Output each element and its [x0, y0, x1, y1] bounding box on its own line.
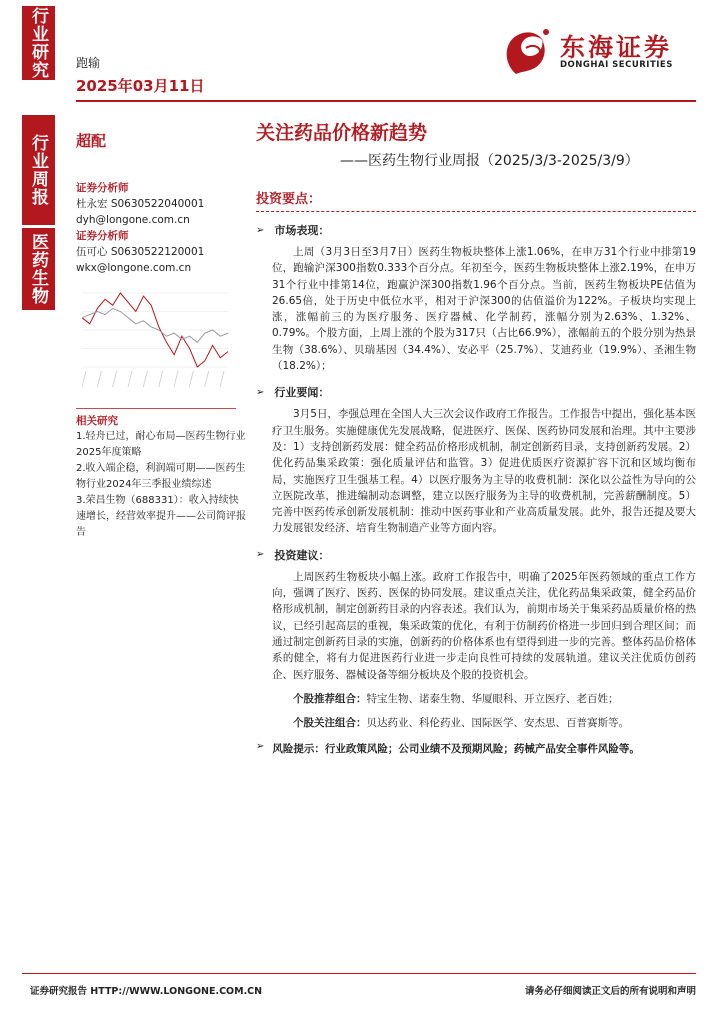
arrow-bullet-icon: ➢: [256, 549, 265, 561]
recommend-portfolio: [256, 691, 696, 707]
market-heading-text: 市场表现：: [274, 224, 330, 237]
chart-x-tick: [159, 371, 163, 387]
industry-rating: 超配: [76, 132, 107, 150]
chart-x-tick: [97, 371, 101, 387]
related-research: [76, 413, 248, 541]
chart-x-tick: [189, 371, 193, 387]
analyst-list: [76, 180, 236, 276]
industry-heading: [256, 384, 696, 400]
chart-x-tick: [174, 371, 178, 387]
analyst-email[interactable]: dyh@longone.com.cn: [76, 214, 190, 226]
advice-heading: [256, 547, 696, 563]
related-item[interactable]: 3.荣昌生物（688331）：收入持续快速增长，经营效率提升——公司简评报告: [76, 495, 246, 538]
advice-heading-text: 投资建议：: [274, 548, 330, 562]
chart-x-tick: [82, 371, 86, 387]
sector-label: 医药生物: [28, 233, 48, 305]
chart-x-tick: [205, 371, 209, 387]
arrow-bullet-icon: ➢: [256, 386, 265, 398]
header-ticker: 跑输: [76, 56, 101, 70]
related-label: 相关研究: [76, 415, 118, 427]
report-type-tag: [22, 6, 55, 80]
risk-warning: [256, 741, 696, 756]
market-heading: [256, 222, 696, 238]
related-item[interactable]: 1.轻舟已过，耐心布局—医药生物行业2025年度策略: [76, 431, 246, 458]
report-date: 2025年03月11日: [76, 77, 205, 95]
analyst-email[interactable]: wkx@longone.com.cn: [76, 262, 192, 274]
logo-text-cn: 东海证券: [560, 33, 673, 62]
sector-tag: [22, 228, 55, 310]
advice-section: [256, 547, 696, 731]
advice-text: 上周医药生物板块小幅上涨。政府工作报告中，明确了2025年医药领域的重点工作方向，强调了医疗、医药、医保的协同发展。建议重点关注，优化药品集采政策，健全药品价格形成机制，制定创新药目录的内容表述。我们认为，前期市场关于集采药品质量价格的热议，已经引起高层的重视，集采政策的优化，有利于仿制药价格进一步回归到合理区间；而通过制定创新药目录的实施，创新药的价格体系也有望得到进一步的完善。整体药品价格体系的健全，将有力促进医药行业进一步走向良性可持续的发展轨道。建议关注优质仿创药企、医疗服务、器械设备等细分板块及个股的投资机会。: [272, 570, 696, 681]
report-subtitle: ——医药生物行业周报（2025/3/3-2025/3/9）: [340, 153, 639, 169]
chart-x-tick: [143, 371, 147, 387]
related-divider: [76, 408, 236, 409]
footer-divider: [22, 973, 696, 974]
market-section: [256, 222, 696, 374]
chart-x-tick: [128, 371, 132, 387]
report-title: 关注药品价格新趋势: [256, 122, 428, 144]
performance-chart: [76, 283, 234, 391]
logo-text-en: DONGHAI SECURITIES: [560, 60, 673, 70]
industry-section: [256, 384, 696, 536]
analyst-name-id: 伍可心 S0630522120001: [76, 246, 205, 258]
industry-heading-text: 行业要闻：: [274, 386, 330, 400]
recommend-list: 特宝生物、诺泰生物、华厦眼科、开立医疗、老百姓；: [366, 692, 619, 705]
footer-disclaimer: 请务必仔细阅读正文后的所有说明和声明: [524, 986, 696, 997]
chart-series-line-1: [82, 308, 228, 342]
main-content: [256, 188, 696, 756]
watch-label: 个股关注组合：: [293, 716, 367, 729]
investment-title: 投资要点：: [256, 188, 696, 212]
header-divider: [76, 100, 696, 102]
chart-x-tick: [220, 371, 224, 387]
watch-list: 贝达药业、科伦药业、国际医学、安杰思、百普赛斯等。: [366, 716, 629, 729]
watch-portfolio: [256, 715, 696, 731]
related-item[interactable]: 2.收入端企稳，利润端可期——医药生物行业2024年三季报业绩综述: [76, 463, 246, 490]
arrow-bullet-icon: ➢: [256, 740, 265, 752]
industry-text: 3月5日，李强总理在全国人大三次会议作政府工作报告。工作报告中提出，强化基本医疗卫生服务。实施健康优先发展战略，促进医疗、医保、医药协同发展和治理。其中主要涉及：1）支持创新药发展：健全药品价格形成机制，制定创新药目录，支持创新药发展。2）优化药品集采政策：强化质量评估和监管。3）促进优质医疗资源扩容下沉和区域均衡布局，实施医疗卫生强基工程。4）以医疗服务为主导的收费机制：深化以公益性为导向的公立医院改革，推进编制动态调整，建立以医疗服务为主导的收费机制，完善薪酬制度。5）完善中医药传承创新发展机制：推动中医药事业和产业高质量发展。此外，报告还提及要大力发展银发经济、培育生物制造产业等方面内容。: [272, 408, 696, 535]
report-type-label: 行业研究: [28, 7, 48, 79]
analyst-role: 证券分析师: [76, 230, 129, 242]
series-label: 行业周报: [28, 134, 48, 206]
chart-x-tick: [113, 371, 117, 387]
risk-text: 风险提示：行业政策风险；公司业绩不及预期风险；药械产品安全事件风险等。: [272, 742, 640, 755]
series-tag: [22, 115, 55, 225]
footer-left[interactable]: 证券研究报告 HTTP://WWW.LONGONE.COM.CN: [30, 986, 263, 997]
recommend-label: 个股推荐组合：: [293, 692, 367, 705]
market-text: 上周（3月3日至3月7日）医药生物板块整体上涨1.06%，在申万31个行业中排第19位，跑输沪深300指数0.333个百分点。年初至今，医药生物板块整体上涨2.19%，在申万31个行业中排第14位，跑赢沪深300指数1.96个百分点。当前，医药生物板块PE估值为26.65倍，处于历史中低位水平，相对于沪深300的估值溢价为122%。子板块均实现上涨，涨幅前三的为医疗服务、医疗器械、化学制药，涨幅分别为2.63%、1.32%、0.79%。个股方面，上周上涨的个股为317只（占比66.9%），涨幅前五的个股分别为热景生物（38.6%）、贝瑞基因（34.4%）、安必平（25.7%）、艾迪药业（19.9%）、圣湘生物（18.2%）；: [272, 246, 696, 373]
analyst-role: 证券分析师: [76, 182, 129, 194]
analyst-name-id: 杜永宏 S0630522040001: [76, 198, 205, 210]
arrow-bullet-icon: ➢: [256, 224, 265, 236]
